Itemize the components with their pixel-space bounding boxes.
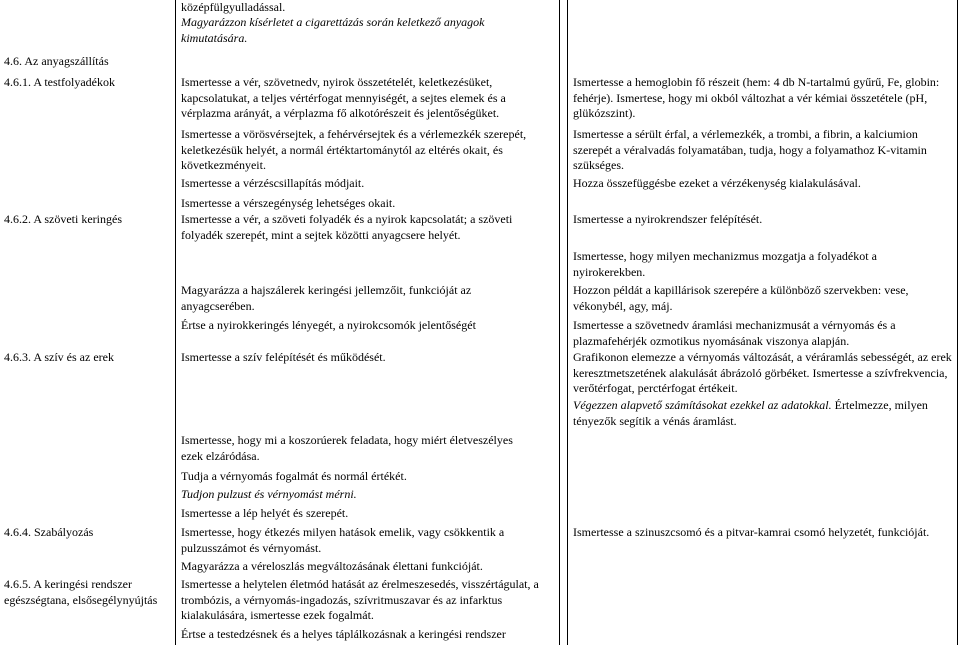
mid-coronary: Ismertesse, hogy mi a koszorúerek feladata, hogy miért életveszélyes ezek elzáródása. bbox=[181, 433, 513, 463]
mid-blood-pressure: Tudja a vérnyomás fogalmát és normál értékét. bbox=[181, 469, 407, 483]
mid-pulse-effects: Ismertesse, hogy étkezés milyen hatások emelik, vagy csökkentik a pulzusszámot és vérnyomást. bbox=[181, 525, 505, 555]
mid-anemia: Ismertesse a vérszegénység lehetséges okait. bbox=[181, 196, 396, 210]
right-capillary-examples: Hozzon példát a kapillárisok szerepére a különböző szervekben: vese, vékonybél, agy, máj. bbox=[573, 283, 909, 313]
mid-spleen: Ismertesse a lép helyét és szerepét. bbox=[181, 506, 349, 520]
right-coagulation: Ismertesse a sérült érfal, a vérlemezkék, a trombi, a fibrin, a kalciumion szerepét a véralvadás folyamatában, tudja, hogy a folyamathoz K-vitamin szükséges. bbox=[573, 127, 927, 172]
table-border-mid-1 bbox=[559, 0, 560, 645]
right-calculations bbox=[573, 398, 953, 429]
right-graph-analysis: Grafikonon elemezze a vérnyomás változását, a véráramlás sebességét, az erek keresztmetszetének alakulását ábrázoló görbéket. Ismertesse a szívfrekvencia, verőtérfogat, perctérfogat értékeit. bbox=[573, 350, 952, 395]
right-sinus-node: Ismertesse a szinuszcsomó és a pitvar-kamrai csomó helyzetét, funkcióját. bbox=[573, 525, 930, 539]
top-line-2: Magyarázzon kísérletet a cigarettázás során keletkező anyagok kimutatására. bbox=[181, 15, 485, 45]
mid-heart: Ismertesse a szív felépítését és működését. bbox=[181, 350, 386, 364]
mid-measure-pulse: Tudjon pulzust és vérnyomást mérni. bbox=[181, 487, 357, 501]
mid-blood-composition: Ismertesse a vér, szövetnedv, nyirok összetételét, keletkezésüket, kapcsolatukat, a teljes vértérfogat mennyiségét, a sejtes elemek és a vérplazma arányát, a vérplazma fő alkotórészeit és jelentőségüket. bbox=[181, 75, 506, 120]
table-border-mid-2 bbox=[567, 0, 568, 645]
mid-blood-cells: Ismertesse a vörösvérsejtek, a fehérvérsejtek és a vérlemezkék szerepét, keletkezésük helyét, a normál értéktartománytól az eltérés okait, és következményeit. bbox=[181, 127, 527, 172]
section-4-6-title: 4.6. Az anyagszállítás bbox=[4, 54, 109, 68]
section-4-6-5-title: 4.6.5. A keringési rendszer egészségtana, elsősegélynyújtás bbox=[4, 577, 158, 607]
right-lymph-mechanism: Ismertesse, hogy milyen mechanizmus mozgatja a folyadékot a nyirokerekben. bbox=[573, 249, 877, 279]
mid-tissue-fluid: Ismertesse a vér, a szöveti folyadék és a nyirok kapcsolatát; a szöveti folyadék szerepét, mint a sejtek közötti anyagcsere helyét. bbox=[181, 212, 513, 242]
section-4-6-2-title: 4.6.2. A szöveti keringés bbox=[4, 212, 122, 226]
right-bleeding: Hozza összefüggésbe ezeket a vérzékenység kialakulásával. bbox=[573, 176, 861, 190]
right-calculations-italic: Végezzen alapvető számításokat ezekkel az adatokkal. bbox=[573, 398, 832, 412]
table-border-left bbox=[175, 0, 176, 645]
section-4-6-3-title: 4.6.3. A szív és az erek bbox=[4, 350, 114, 364]
right-lymph-system: Ismertesse a nyirokrendszer felépítését. bbox=[573, 212, 763, 226]
right-calculations-rest: Értelmezze, milyen tényezők segítik a vénás áramlást. bbox=[573, 398, 928, 428]
mid-lymph: Értse a nyirokkeringés lényegét, a nyirokcsomók jelentőségét bbox=[181, 318, 476, 332]
top-line-1: középfülgyulladással. bbox=[181, 0, 286, 14]
mid-exercise: Értse a testedzésnek és a helyes táplálkozásnak a keringési rendszer bbox=[181, 627, 506, 641]
section-4-6-1-title: 4.6.1. A testfolyadékok bbox=[4, 75, 115, 89]
mid-blood-distribution: Magyarázza a véreloszlás megváltozásának élettani funkcióját. bbox=[181, 559, 483, 573]
mid-capillaries: Magyarázza a hajszálerek keringési jellemzőit, funkcióját az anyagcserében. bbox=[181, 283, 472, 313]
mid-hemostasis: Ismertesse a vérzéscsillapítás módjait. bbox=[181, 176, 365, 190]
right-tissue-flow: Ismertesse a szövetnedv áramlási mechanizmusát a vérnyomás és a plazmafehérjék ozmotikus nyomásának viszonya alapján. bbox=[573, 318, 896, 348]
table-border-right bbox=[957, 0, 958, 645]
right-hemoglobin: Ismertesse a hemoglobin fő részeit (hem: 4 db N-tartalmú gyűrű, Fe, globin: fehérje). Ismertese, hogy mi okból változhat a vér kémiai összetétele (pH, glükózszint). bbox=[573, 75, 940, 120]
section-4-6-4-title: 4.6.4. Szabályozás bbox=[4, 525, 94, 539]
mid-lifestyle: Ismertesse a helytelen életmód hatását az érelmeszesedés, visszértágulat, a trombózis, a vérnyomás-ingadozás, szívritmuszavar és az infarktus kialakulására, ismertesse ezek fogalmát. bbox=[181, 577, 539, 622]
